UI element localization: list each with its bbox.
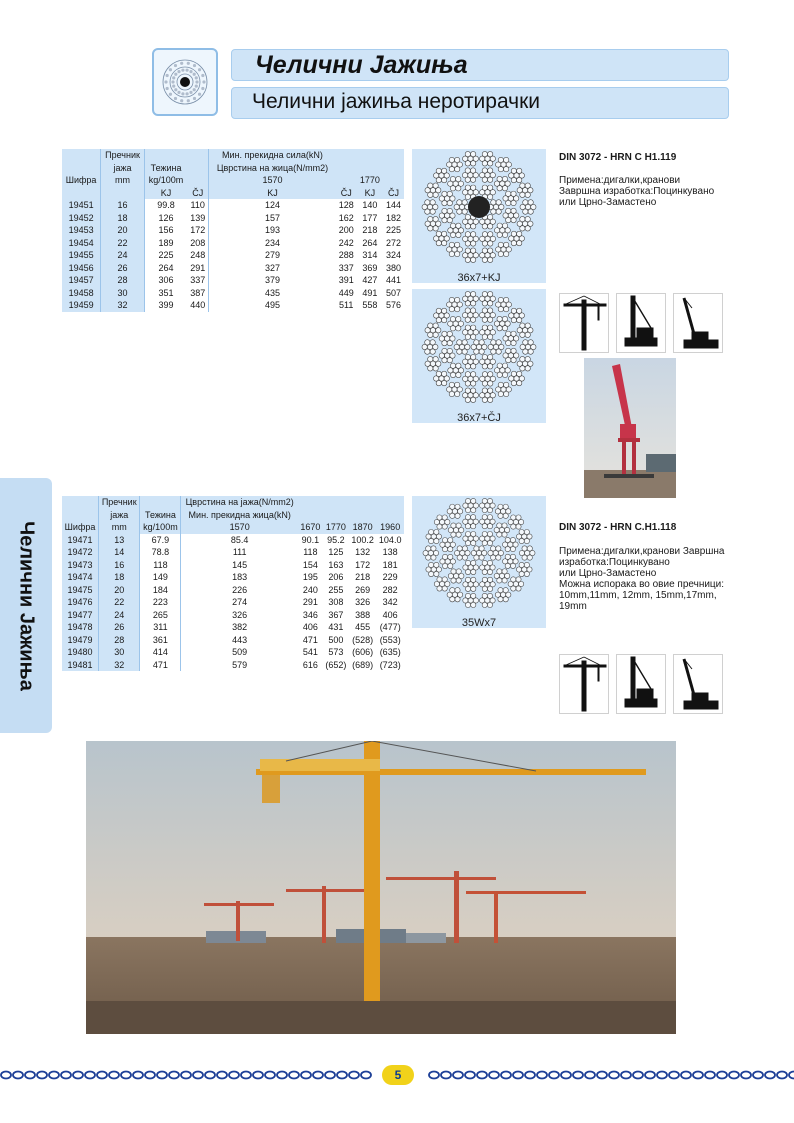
- pile-driver-icon: [616, 654, 666, 714]
- table-header-row: [62, 187, 404, 200]
- table-cell: 19471: [62, 534, 99, 547]
- rope-spec-table-2: [62, 496, 404, 671]
- table-cell: 189: [144, 237, 187, 250]
- table-header-row: [62, 509, 404, 522]
- table-header-cell: Шифра: [62, 174, 101, 187]
- table-cell: 616: [298, 659, 323, 672]
- table-header-cell: Мин. прекидна сила(kN): [209, 149, 336, 162]
- table-header-row: [62, 174, 404, 187]
- table-header-row: [62, 149, 404, 162]
- table-cell: 19475: [62, 584, 99, 597]
- table-header-cell: [298, 509, 323, 522]
- table-header-cell: mm: [101, 174, 145, 187]
- table-cell: 181: [376, 559, 404, 572]
- table-cell: 443: [181, 634, 298, 647]
- table-cell: 308: [323, 596, 349, 609]
- table-cell: 288: [336, 249, 357, 262]
- table-header-cell: Цврстина на жица(N/mm2): [209, 162, 336, 175]
- table-header-cell: ČJ: [383, 187, 404, 200]
- table-cell: 162: [336, 212, 357, 225]
- table-cell: 406: [376, 609, 404, 622]
- table-header-cell: [187, 149, 208, 162]
- table-header-cell: Пречник: [99, 496, 140, 509]
- table-cell: 264: [144, 262, 187, 275]
- table-cell: (553): [376, 634, 404, 647]
- table-cell: 138: [376, 546, 404, 559]
- table-cell: 20: [101, 224, 145, 237]
- rope-section-label: 36x7+KJ: [457, 272, 501, 284]
- table-cell: 435: [209, 287, 336, 300]
- page-title: Челични Јажиња: [255, 51, 468, 79]
- table-cell: 455: [349, 621, 377, 634]
- spec-line: изработка:Поцинкувано: [559, 557, 670, 568]
- table-cell: (606): [349, 646, 377, 659]
- table-header-cell: [62, 509, 99, 522]
- table-header-cell: [140, 496, 181, 509]
- table-header-cell: [349, 509, 377, 522]
- table-cell: 182: [383, 212, 404, 225]
- table-row: [62, 646, 404, 659]
- table-cell: 90.1: [298, 534, 323, 547]
- table-header-cell: јажа: [99, 509, 140, 522]
- table-header-cell: kg/100m: [144, 174, 187, 187]
- table-row: [62, 224, 404, 237]
- table-cell: 118: [140, 559, 181, 572]
- table-cell: 387: [187, 287, 208, 300]
- table-cell: 382: [181, 621, 298, 634]
- rope-cross-section-icon: [412, 149, 546, 267]
- table-cell: 274: [181, 596, 298, 609]
- table-cell: 19457: [62, 274, 101, 287]
- table-cell: 223: [140, 596, 181, 609]
- table-cell: 99.8: [144, 199, 187, 212]
- rope-section-label: 36x7+ČJ: [457, 412, 501, 424]
- table-cell: 26: [99, 621, 140, 634]
- table-header-cell: [336, 149, 357, 162]
- table-header-cell: [298, 496, 323, 509]
- table-cell: (477): [376, 621, 404, 634]
- table-cell: 19477: [62, 609, 99, 622]
- table-cell: (635): [376, 646, 404, 659]
- table-header-cell: [323, 509, 349, 522]
- table-cell: 391: [336, 274, 357, 287]
- table-cell: 406: [298, 621, 323, 634]
- table-cell: 337: [336, 262, 357, 275]
- table-row: [62, 634, 404, 647]
- table-row: [62, 249, 404, 262]
- table-row: [62, 596, 404, 609]
- table-cell: 145: [181, 559, 298, 572]
- table-cell: 225: [144, 249, 187, 262]
- table-cell: 100.2: [349, 534, 377, 547]
- table-cell: 14: [99, 546, 140, 559]
- table-cell: 218: [357, 224, 383, 237]
- table-header-cell: [376, 496, 404, 509]
- table-cell: 431: [323, 621, 349, 634]
- table-cell: 22: [101, 237, 145, 250]
- table-cell: 19472: [62, 546, 99, 559]
- table-header-cell: KJ: [357, 187, 383, 200]
- table-cell: 441: [383, 274, 404, 287]
- side-tab-label: Челични Јажиња: [15, 521, 38, 691]
- table-cell: 28: [99, 634, 140, 647]
- table-cell: 337: [187, 274, 208, 287]
- spec-line: Можна испорака во овие пречници:: [559, 579, 725, 590]
- table-cell: 200: [336, 224, 357, 237]
- rope-section-card-1: [412, 149, 546, 283]
- table-cell: (528): [349, 634, 377, 647]
- table-header-cell: [62, 162, 101, 175]
- table-cell: 22: [99, 596, 140, 609]
- table-cell: 30: [99, 646, 140, 659]
- rope-logo: [152, 48, 218, 116]
- table-cell: 226: [181, 584, 298, 597]
- table-cell: 19454: [62, 237, 101, 250]
- table-cell: 399: [144, 299, 187, 312]
- portal-crane-photo: [584, 358, 676, 498]
- table-cell: 291: [187, 262, 208, 275]
- table-cell: 327: [209, 262, 336, 275]
- table-cell: 18: [101, 212, 145, 225]
- table-cell: 193: [209, 224, 336, 237]
- table-cell: 16: [101, 199, 145, 212]
- table-row: [62, 534, 404, 547]
- table-row: [62, 546, 404, 559]
- spec-description-2: [559, 546, 769, 612]
- table-cell: 500: [323, 634, 349, 647]
- table-row: [62, 299, 404, 312]
- table-header-cell: [187, 162, 208, 175]
- table-cell: 324: [383, 249, 404, 262]
- standard-title-2: DIN 3072 - HRN C.H1.118: [559, 522, 677, 533]
- table-cell: 104.0: [376, 534, 404, 547]
- table-cell: 471: [140, 659, 181, 672]
- table-cell: 218: [349, 571, 377, 584]
- tower-crane-icon: [559, 654, 609, 714]
- rope-section-card-3: [412, 496, 546, 628]
- table-header-cell: [144, 149, 187, 162]
- table-cell: 19473: [62, 559, 99, 572]
- table-header-cell: [187, 174, 208, 187]
- table-cell: 229: [376, 571, 404, 584]
- table-cell: 24: [101, 249, 145, 262]
- table-cell: 573: [323, 646, 349, 659]
- table-cell: 28: [101, 274, 145, 287]
- table-header-cell: [357, 149, 383, 162]
- table-cell: 558: [357, 299, 383, 312]
- table-cell: 19456: [62, 262, 101, 275]
- table-cell: 272: [383, 237, 404, 250]
- table-cell: 19459: [62, 299, 101, 312]
- table-cell: 346: [298, 609, 323, 622]
- table-header-cell: 1770: [323, 521, 349, 534]
- spec-line: Завршна изработка:Поцинкувано: [559, 186, 715, 197]
- table-cell: 19480: [62, 646, 99, 659]
- table-cell: 414: [140, 646, 181, 659]
- table-cell: (723): [376, 659, 404, 672]
- table-row: [62, 659, 404, 672]
- page-number: 5: [382, 1065, 414, 1085]
- table-cell: 242: [336, 237, 357, 250]
- table-cell: (652): [323, 659, 349, 672]
- table-header-cell: јажа: [101, 162, 145, 175]
- table-cell: 351: [144, 287, 187, 300]
- table-cell: 128: [336, 199, 357, 212]
- table-cell: 427: [357, 274, 383, 287]
- table-cell: 449: [336, 287, 357, 300]
- table-cell: 579: [181, 659, 298, 672]
- page-subtitle: Челични јажиња неротирачки: [252, 90, 541, 113]
- table-header-cell: [376, 509, 404, 522]
- table-cell: 208: [187, 237, 208, 250]
- table-cell: 491: [357, 287, 383, 300]
- table-header-cell: KJ: [209, 187, 336, 200]
- table-cell: 264: [357, 237, 383, 250]
- table-header-cell: [383, 174, 404, 187]
- spec-line: Примена:дигалки,кранови: [559, 175, 681, 186]
- crawler-crane-icon: [673, 293, 723, 353]
- table-header-cell: 1570: [181, 521, 298, 534]
- table-header-cell: 1960: [376, 521, 404, 534]
- table-header-cell: [357, 162, 383, 175]
- table-cell: 19452: [62, 212, 101, 225]
- table-cell: 154: [298, 559, 323, 572]
- crawler-crane-icon: [673, 654, 723, 714]
- table-cell: 125: [323, 546, 349, 559]
- table-cell: 32: [99, 659, 140, 672]
- table-cell: 85.4: [181, 534, 298, 547]
- spec-line: Примена:дигалки,кранови Завршна: [559, 546, 725, 557]
- table-cell: 19458: [62, 287, 101, 300]
- table-cell: 26: [101, 262, 145, 275]
- table-cell: 311: [140, 621, 181, 634]
- table-cell: 30: [101, 287, 145, 300]
- table-cell: 306: [144, 274, 187, 287]
- table-cell: 265: [140, 609, 181, 622]
- table-cell: 19453: [62, 224, 101, 237]
- table-cell: 19474: [62, 571, 99, 584]
- table-cell: 20: [99, 584, 140, 597]
- table-cell: 509: [181, 646, 298, 659]
- table-cell: 440: [187, 299, 208, 312]
- table-row: [62, 609, 404, 622]
- table-cell: 388: [349, 609, 377, 622]
- table-cell: 511: [336, 299, 357, 312]
- standard-title-1: DIN 3072 - HRN C H1.119: [559, 152, 677, 163]
- table-cell: 118: [298, 546, 323, 559]
- table-header-cell: Тежина: [144, 162, 187, 175]
- table-cell: (689): [349, 659, 377, 672]
- table-cell: 16: [99, 559, 140, 572]
- table-cell: 19451: [62, 199, 101, 212]
- table-cell: 206: [323, 571, 349, 584]
- table-header-cell: [349, 496, 377, 509]
- table-header-cell: [383, 149, 404, 162]
- table-cell: 110: [187, 199, 208, 212]
- table-row: [62, 274, 404, 287]
- table-header-cell: 1670: [298, 521, 323, 534]
- table-cell: 361: [140, 634, 181, 647]
- table-header-cell: mm: [99, 521, 140, 534]
- table-cell: 282: [376, 584, 404, 597]
- spec-line: 19mm: [559, 601, 587, 612]
- table-cell: 471: [298, 634, 323, 647]
- rope-cross-section-icon: [412, 496, 546, 612]
- table-cell: 124: [209, 199, 336, 212]
- table-header-cell: [62, 187, 101, 200]
- table-cell: 19478: [62, 621, 99, 634]
- rope-section-card-2: [412, 289, 546, 423]
- table-header-cell: Мин. прекидна жица(kN): [181, 509, 298, 522]
- table-header-cell: [62, 149, 101, 162]
- table-header-cell: [101, 187, 145, 200]
- table-row: [62, 237, 404, 250]
- table-header-cell: [323, 496, 349, 509]
- spec-line: или Црно-Замастено: [559, 568, 657, 579]
- rope-cross-section-icon: [412, 289, 546, 407]
- table-cell: 279: [209, 249, 336, 262]
- table-cell: 314: [357, 249, 383, 262]
- table-cell: 19476: [62, 596, 99, 609]
- table-cell: 367: [323, 609, 349, 622]
- table-cell: 157: [209, 212, 336, 225]
- table-cell: 541: [298, 646, 323, 659]
- table-row: [62, 584, 404, 597]
- table-cell: 248: [187, 249, 208, 262]
- table-header-row: [62, 521, 404, 534]
- table-cell: 507: [383, 287, 404, 300]
- table-cell: 291: [298, 596, 323, 609]
- table-cell: 172: [187, 224, 208, 237]
- table-cell: 326: [349, 596, 377, 609]
- rope-spec-table-1: [62, 149, 404, 312]
- table-cell: 184: [140, 584, 181, 597]
- table-cell: 139: [187, 212, 208, 225]
- table-cell: 195: [298, 571, 323, 584]
- table-header-cell: Цврстина на јажа(N/mm2): [181, 496, 298, 509]
- table-row: [62, 212, 404, 225]
- table-cell: 144: [383, 199, 404, 212]
- table-header-cell: [62, 496, 99, 509]
- table-header-row: [62, 496, 404, 509]
- table-header-row: [62, 162, 404, 175]
- table-cell: 369: [357, 262, 383, 275]
- table-cell: 163: [323, 559, 349, 572]
- table-cell: 95.2: [323, 534, 349, 547]
- table-cell: 326: [181, 609, 298, 622]
- table-cell: 183: [181, 571, 298, 584]
- table-header-cell: KJ: [144, 187, 187, 200]
- table-cell: 126: [144, 212, 187, 225]
- table-header-cell: kg/100m: [140, 521, 181, 534]
- table-cell: 24: [99, 609, 140, 622]
- table-cell: 19481: [62, 659, 99, 672]
- rope-logo-icon: [154, 50, 216, 114]
- table-cell: 269: [349, 584, 377, 597]
- table-cell: 225: [383, 224, 404, 237]
- table-row: [62, 621, 404, 634]
- table-cell: 255: [323, 584, 349, 597]
- table-header-cell: 1770: [357, 174, 383, 187]
- spec-description-1: [559, 175, 759, 208]
- table-cell: 234: [209, 237, 336, 250]
- table-header-cell: [336, 174, 357, 187]
- spec-line: или Црно-Замастено: [559, 197, 657, 208]
- rope-section-label: 35Wx7: [461, 617, 497, 629]
- table-header-cell: Тежина: [140, 509, 181, 522]
- table-cell: 576: [383, 299, 404, 312]
- table-cell: 379: [209, 274, 336, 287]
- table-header-cell: Шифра: [62, 521, 99, 534]
- tower-crane-icon: [559, 293, 609, 353]
- table-cell: 67.9: [140, 534, 181, 547]
- table-cell: 140: [357, 199, 383, 212]
- table-header-cell: Пречник: [101, 149, 145, 162]
- table-cell: 19455: [62, 249, 101, 262]
- construction-site-photo: [86, 741, 676, 1034]
- table-header-cell: [383, 162, 404, 175]
- table-cell: 19479: [62, 634, 99, 647]
- table-header-cell: ČJ: [187, 187, 208, 200]
- table-cell: 18: [99, 571, 140, 584]
- table-cell: 149: [140, 571, 181, 584]
- table-cell: 111: [181, 546, 298, 559]
- table-cell: 495: [209, 299, 336, 312]
- table-cell: 172: [349, 559, 377, 572]
- table-cell: 177: [357, 212, 383, 225]
- table-row: [62, 287, 404, 300]
- table-cell: 380: [383, 262, 404, 275]
- table-row: [62, 571, 404, 584]
- table-header-cell: [336, 162, 357, 175]
- table-header-cell: 1870: [349, 521, 377, 534]
- table-cell: 240: [298, 584, 323, 597]
- spec-line: 10mm,11mm, 12mm, 15mm,17mm,: [559, 590, 717, 601]
- table-cell: 32: [101, 299, 145, 312]
- table-cell: 13: [99, 534, 140, 547]
- table-cell: 342: [376, 596, 404, 609]
- table-cell: 156: [144, 224, 187, 237]
- pile-driver-icon: [616, 293, 666, 353]
- table-header-cell: 1570: [209, 174, 336, 187]
- table-row: [62, 559, 404, 572]
- table-row: [62, 262, 404, 275]
- table-row: [62, 199, 404, 212]
- table-cell: 132: [349, 546, 377, 559]
- table-cell: 78.8: [140, 546, 181, 559]
- table-header-cell: ČJ: [336, 187, 357, 200]
